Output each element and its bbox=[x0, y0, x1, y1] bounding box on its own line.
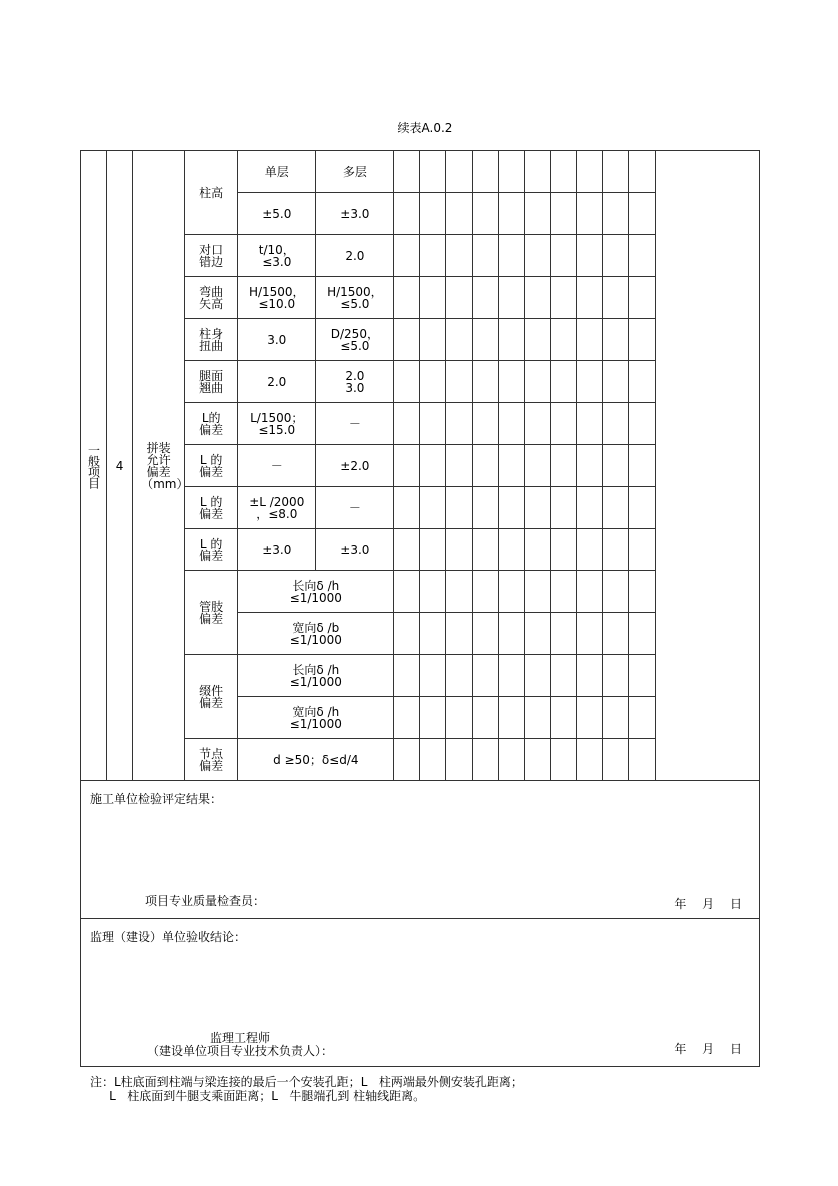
inspection-table bbox=[80, 150, 760, 781]
check-item-name: 柱身 扭曲 bbox=[185, 319, 238, 361]
check-item-name: 节点 偏差 bbox=[185, 739, 238, 781]
check-cell[interactable] bbox=[628, 319, 655, 361]
check-cell[interactable] bbox=[524, 571, 550, 613]
check-cell[interactable] bbox=[446, 529, 472, 571]
single-value: t/10， ≤3.0 bbox=[238, 235, 316, 277]
check-cell[interactable] bbox=[394, 277, 420, 319]
check-cell[interactable] bbox=[498, 151, 524, 193]
check-cell[interactable] bbox=[498, 361, 524, 403]
check-cell[interactable] bbox=[576, 235, 602, 277]
table-row bbox=[81, 151, 760, 193]
check-cell[interactable] bbox=[602, 571, 628, 613]
check-cell[interactable] bbox=[550, 151, 576, 193]
check-cell[interactable] bbox=[550, 529, 576, 571]
check-cell[interactable] bbox=[394, 319, 420, 361]
check-cell[interactable] bbox=[550, 571, 576, 613]
construction-signer: 项目专业质量检查员： bbox=[145, 894, 266, 908]
check-cell[interactable] bbox=[524, 193, 550, 235]
multi-value: D/250， ≤5.0 bbox=[316, 319, 394, 361]
check-cell[interactable] bbox=[420, 529, 446, 571]
check-item-name: 弯曲 矢高 bbox=[185, 277, 238, 319]
merged-value: d ≥50；δ≤d/4 bbox=[238, 739, 394, 781]
check-cell[interactable] bbox=[420, 739, 446, 781]
multi-value: ±3.0 bbox=[316, 529, 394, 571]
check-cell[interactable] bbox=[498, 193, 524, 235]
check-cell[interactable] bbox=[446, 361, 472, 403]
check-cell[interactable] bbox=[576, 487, 602, 529]
check-cell[interactable] bbox=[576, 403, 602, 445]
check-cell[interactable] bbox=[524, 697, 550, 739]
check-cell[interactable] bbox=[498, 571, 524, 613]
check-cell[interactable] bbox=[550, 403, 576, 445]
page-title: 续表A.0.2 bbox=[397, 121, 453, 135]
check-cell[interactable] bbox=[524, 151, 550, 193]
check-cell[interactable] bbox=[602, 151, 628, 193]
check-cell[interactable] bbox=[394, 361, 420, 403]
check-cell[interactable] bbox=[576, 361, 602, 403]
check-cell[interactable] bbox=[550, 235, 576, 277]
check-item-name: L的 偏差 bbox=[185, 403, 238, 445]
check-cell[interactable] bbox=[446, 277, 472, 319]
check-cell[interactable] bbox=[576, 613, 602, 655]
check-cell[interactable] bbox=[420, 403, 446, 445]
remarks-cell[interactable] bbox=[655, 151, 759, 781]
check-cell[interactable] bbox=[550, 739, 576, 781]
check-cell[interactable] bbox=[472, 487, 498, 529]
check-cell[interactable] bbox=[394, 571, 420, 613]
check-cell[interactable] bbox=[446, 655, 472, 697]
check-cell[interactable] bbox=[420, 235, 446, 277]
single-value: － bbox=[238, 445, 316, 487]
check-cell[interactable] bbox=[420, 571, 446, 613]
check-cell[interactable] bbox=[472, 319, 498, 361]
check-cell[interactable] bbox=[420, 445, 446, 487]
check-cell[interactable] bbox=[446, 613, 472, 655]
multi-value: ±3.0 bbox=[316, 193, 394, 235]
check-cell[interactable] bbox=[394, 529, 420, 571]
check-cell[interactable] bbox=[394, 193, 420, 235]
supervision-label: 监理（建设）单位验收结论： bbox=[90, 930, 247, 944]
check-cell[interactable] bbox=[550, 613, 576, 655]
check-cell[interactable] bbox=[472, 193, 498, 235]
check-cell[interactable] bbox=[498, 403, 524, 445]
construction-section bbox=[80, 780, 760, 919]
check-cell[interactable] bbox=[420, 319, 446, 361]
check-item-name: L 的 偏差 bbox=[185, 445, 238, 487]
check-cell[interactable] bbox=[602, 697, 628, 739]
check-cell[interactable] bbox=[472, 571, 498, 613]
merged-value: 长向δ /h ≤1/1000 bbox=[238, 571, 394, 613]
check-cell[interactable] bbox=[472, 739, 498, 781]
check-cell[interactable] bbox=[394, 613, 420, 655]
single-value: ±5.0 bbox=[238, 193, 316, 235]
check-cell[interactable] bbox=[550, 655, 576, 697]
multi-value: H/1500， ≤5.0 bbox=[316, 277, 394, 319]
check-cell[interactable] bbox=[550, 277, 576, 319]
merged-value: 宽向δ /b ≤1/1000 bbox=[238, 613, 394, 655]
check-cell[interactable] bbox=[446, 487, 472, 529]
category-cell: 一般项目 bbox=[81, 151, 107, 781]
check-cell[interactable] bbox=[524, 403, 550, 445]
single-value: L/1500； ≤15.0 bbox=[238, 403, 316, 445]
check-cell[interactable] bbox=[628, 151, 655, 193]
check-cell[interactable] bbox=[420, 655, 446, 697]
check-cell[interactable] bbox=[446, 697, 472, 739]
check-cell[interactable] bbox=[550, 487, 576, 529]
check-cell[interactable] bbox=[576, 151, 602, 193]
check-cell[interactable] bbox=[602, 487, 628, 529]
check-cell[interactable] bbox=[628, 277, 655, 319]
check-cell[interactable] bbox=[524, 487, 550, 529]
check-cell[interactable] bbox=[498, 655, 524, 697]
check-cell[interactable] bbox=[394, 403, 420, 445]
check-cell[interactable] bbox=[550, 361, 576, 403]
check-cell[interactable] bbox=[628, 655, 655, 697]
check-cell[interactable] bbox=[472, 529, 498, 571]
check-cell[interactable] bbox=[628, 571, 655, 613]
check-item-name: 缀件 偏差 bbox=[185, 655, 238, 739]
check-item-name: 柱高 bbox=[185, 151, 238, 235]
check-cell[interactable] bbox=[498, 319, 524, 361]
check-cell[interactable] bbox=[498, 613, 524, 655]
multi-value: － bbox=[316, 487, 394, 529]
multi-value: 2.0 bbox=[316, 235, 394, 277]
single-value: ±L /2000 ，≤8.0 bbox=[238, 487, 316, 529]
check-cell[interactable] bbox=[550, 193, 576, 235]
check-cell[interactable] bbox=[628, 235, 655, 277]
item-name-cell: 拼装允许偏差（mm） bbox=[133, 151, 185, 781]
check-cell[interactable] bbox=[472, 613, 498, 655]
check-cell[interactable] bbox=[628, 445, 655, 487]
check-cell[interactable] bbox=[602, 235, 628, 277]
check-cell[interactable] bbox=[524, 655, 550, 697]
check-cell[interactable] bbox=[472, 697, 498, 739]
check-cell[interactable] bbox=[628, 487, 655, 529]
check-cell[interactable] bbox=[472, 235, 498, 277]
check-cell[interactable] bbox=[498, 445, 524, 487]
check-cell[interactable] bbox=[446, 403, 472, 445]
check-cell[interactable] bbox=[576, 739, 602, 781]
check-cell[interactable] bbox=[602, 529, 628, 571]
supervision-date: 年 月 日 bbox=[674, 1042, 742, 1056]
item-number-cell: 4 bbox=[107, 151, 133, 781]
check-cell[interactable] bbox=[524, 613, 550, 655]
check-cell[interactable] bbox=[602, 193, 628, 235]
multi-value: ±2.0 bbox=[316, 445, 394, 487]
check-cell[interactable] bbox=[576, 277, 602, 319]
check-item-name: 对口 错边 bbox=[185, 235, 238, 277]
check-cell[interactable] bbox=[576, 697, 602, 739]
check-cell[interactable] bbox=[420, 277, 446, 319]
check-cell[interactable] bbox=[446, 319, 472, 361]
check-cell[interactable] bbox=[498, 697, 524, 739]
check-cell[interactable] bbox=[420, 487, 446, 529]
check-cell[interactable] bbox=[576, 193, 602, 235]
check-cell[interactable] bbox=[628, 193, 655, 235]
multi-value: － bbox=[316, 403, 394, 445]
merged-value: 长向δ /h ≤1/1000 bbox=[238, 655, 394, 697]
check-cell[interactable] bbox=[550, 319, 576, 361]
check-cell[interactable] bbox=[498, 487, 524, 529]
footnote: 注：L柱底面到柱端与梁连接的最后一个安装孔距；L 柱两端最外侧安装孔距离； L 柱底面到牛腿支乘面距离；L 牛腿端孔到 柱轴线距离。 bbox=[90, 1075, 523, 1103]
check-cell[interactable] bbox=[420, 697, 446, 739]
check-cell[interactable] bbox=[602, 319, 628, 361]
check-cell[interactable] bbox=[524, 361, 550, 403]
check-cell[interactable] bbox=[472, 361, 498, 403]
check-cell[interactable] bbox=[394, 151, 420, 193]
check-cell[interactable] bbox=[576, 445, 602, 487]
check-cell[interactable] bbox=[420, 613, 446, 655]
construction-label: 施工单位检验评定结果： bbox=[90, 792, 223, 806]
single-value: 3.0 bbox=[238, 319, 316, 361]
check-cell[interactable] bbox=[394, 445, 420, 487]
header-multi: 多层 bbox=[316, 151, 394, 193]
check-cell[interactable] bbox=[394, 235, 420, 277]
check-cell[interactable] bbox=[472, 445, 498, 487]
check-cell[interactable] bbox=[576, 571, 602, 613]
check-cell[interactable] bbox=[524, 445, 550, 487]
supervision-signer: 监理工程师 （建设单位项目专业技术负责人）： bbox=[147, 1031, 334, 1058]
check-cell[interactable] bbox=[472, 403, 498, 445]
check-cell[interactable] bbox=[524, 277, 550, 319]
check-cell[interactable] bbox=[420, 361, 446, 403]
check-cell[interactable] bbox=[576, 655, 602, 697]
check-cell[interactable] bbox=[498, 739, 524, 781]
check-item-name: L 的 偏差 bbox=[185, 529, 238, 571]
check-cell[interactable] bbox=[628, 739, 655, 781]
check-item-name: 管肢 偏差 bbox=[185, 571, 238, 655]
check-cell[interactable] bbox=[524, 235, 550, 277]
check-cell[interactable] bbox=[602, 655, 628, 697]
check-cell[interactable] bbox=[472, 277, 498, 319]
check-cell[interactable] bbox=[446, 151, 472, 193]
check-cell[interactable] bbox=[628, 613, 655, 655]
check-cell[interactable] bbox=[524, 739, 550, 781]
check-cell[interactable] bbox=[550, 445, 576, 487]
check-cell[interactable] bbox=[446, 445, 472, 487]
check-cell[interactable] bbox=[602, 277, 628, 319]
check-cell[interactable] bbox=[446, 235, 472, 277]
check-cell[interactable] bbox=[498, 529, 524, 571]
check-cell[interactable] bbox=[628, 403, 655, 445]
check-cell[interactable] bbox=[550, 697, 576, 739]
check-cell[interactable] bbox=[446, 571, 472, 613]
check-cell[interactable] bbox=[576, 529, 602, 571]
check-cell[interactable] bbox=[394, 655, 420, 697]
single-value: 2.0 bbox=[238, 361, 316, 403]
check-cell[interactable] bbox=[602, 403, 628, 445]
check-cell[interactable] bbox=[602, 613, 628, 655]
check-cell[interactable] bbox=[394, 739, 420, 781]
check-item-name: 腿面 翘曲 bbox=[185, 361, 238, 403]
check-cell[interactable] bbox=[498, 277, 524, 319]
check-cell[interactable] bbox=[472, 151, 498, 193]
check-cell[interactable] bbox=[420, 193, 446, 235]
check-cell[interactable] bbox=[628, 697, 655, 739]
check-cell[interactable] bbox=[628, 361, 655, 403]
multi-value: 2.0 3.0 bbox=[316, 361, 394, 403]
check-cell[interactable] bbox=[576, 319, 602, 361]
check-cell[interactable] bbox=[628, 529, 655, 571]
check-cell[interactable] bbox=[472, 655, 498, 697]
check-cell[interactable] bbox=[446, 193, 472, 235]
single-value: ±3.0 bbox=[238, 529, 316, 571]
check-cell[interactable] bbox=[446, 739, 472, 781]
check-cell[interactable] bbox=[498, 235, 524, 277]
check-cell[interactable] bbox=[394, 697, 420, 739]
merged-value: 宽向δ /h ≤1/1000 bbox=[238, 697, 394, 739]
check-cell[interactable] bbox=[420, 151, 446, 193]
check-cell[interactable] bbox=[524, 529, 550, 571]
supervision-section bbox=[80, 918, 760, 1067]
check-item-name: L 的 偏差 bbox=[185, 487, 238, 529]
check-cell[interactable] bbox=[602, 739, 628, 781]
construction-date: 年 月 日 bbox=[674, 897, 742, 911]
check-cell[interactable] bbox=[394, 487, 420, 529]
check-cell[interactable] bbox=[602, 445, 628, 487]
check-cell[interactable] bbox=[524, 319, 550, 361]
header-single: 单层 bbox=[238, 151, 316, 193]
single-value: H/1500， ≤10.0 bbox=[238, 277, 316, 319]
check-cell[interactable] bbox=[602, 361, 628, 403]
